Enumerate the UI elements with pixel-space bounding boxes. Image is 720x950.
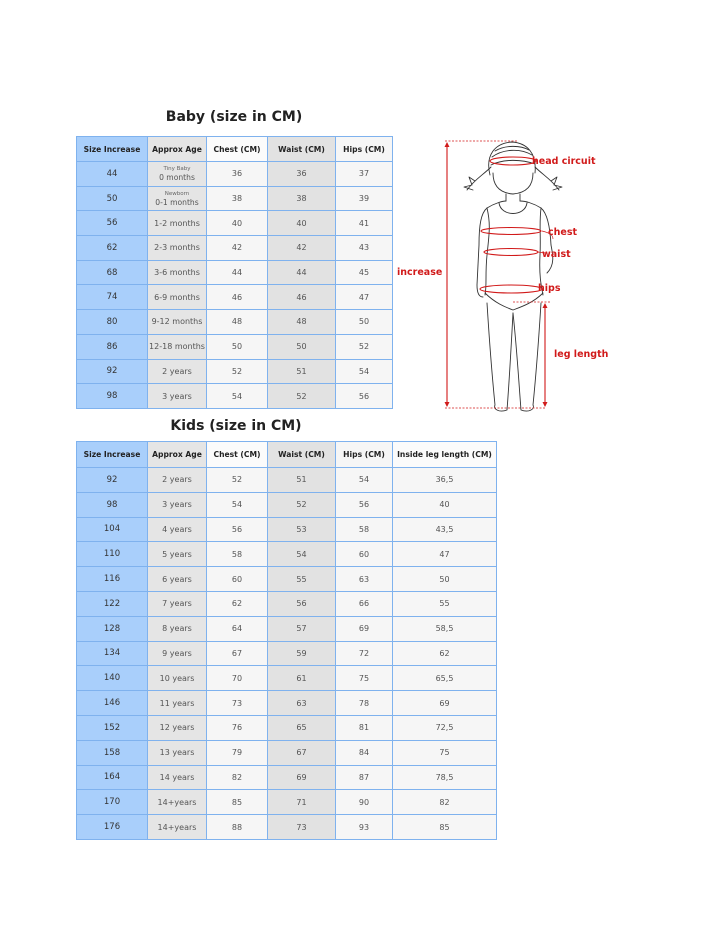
table-row — [77, 310, 393, 335]
cell-approx-age: 3 years — [148, 384, 207, 409]
cell-approx-age: 11 years — [148, 691, 207, 716]
cell-waist: 63 — [268, 691, 336, 716]
cell-inside-leg-length: 85 — [393, 815, 497, 840]
age-value: 0 months — [159, 172, 195, 182]
cell-size-increase: 110 — [77, 542, 148, 567]
cell-hips: 84 — [336, 740, 393, 765]
cell-approx-age: 2 years — [148, 359, 207, 384]
header-hips: Hips (CM) — [336, 442, 393, 468]
label-hips: hips — [538, 283, 561, 294]
table-row — [77, 186, 393, 211]
table-row — [77, 468, 497, 493]
cell-hips: 43 — [336, 236, 393, 261]
cell-waist: 59 — [268, 641, 336, 666]
label-head-circuit: head circuit — [532, 156, 596, 167]
table-row — [77, 492, 497, 517]
cell-inside-leg-length: 43,5 — [393, 517, 497, 542]
cell-hips: 56 — [336, 492, 393, 517]
cell-approx-age: 8 years — [148, 616, 207, 641]
table-row — [77, 765, 497, 790]
table-row — [77, 691, 497, 716]
cell-inside-leg-length: 50 — [393, 567, 497, 592]
cell-inside-leg-length: 75 — [393, 740, 497, 765]
cell-size-increase: 176 — [77, 815, 148, 840]
cell-size-increase: 140 — [77, 666, 148, 691]
cell-approx-age: 10 years — [148, 666, 207, 691]
cell-size-increase: 80 — [77, 310, 148, 335]
cell-chest: 40 — [207, 211, 268, 236]
cell-waist: 44 — [268, 260, 336, 285]
cell-chest: 88 — [207, 815, 268, 840]
cell-inside-leg-length: 40 — [393, 492, 497, 517]
cell-approx-age: 12-18 months — [148, 334, 207, 359]
cell-approx-age: 4 years — [148, 517, 207, 542]
kids-header-row — [77, 442, 497, 468]
cell-waist: 61 — [268, 666, 336, 691]
cell-approx-age: 3-6 months — [148, 260, 207, 285]
cell-inside-leg-length: 47 — [393, 542, 497, 567]
cell-hips: 66 — [336, 591, 393, 616]
table-row — [77, 591, 497, 616]
table-row — [77, 384, 393, 409]
cell-waist: 51 — [268, 359, 336, 384]
baby-table-title: Baby (size in CM) — [165, 109, 303, 125]
header-waist: Waist (CM) — [268, 442, 336, 468]
cell-approx-age — [148, 162, 207, 187]
cell-chest: 85 — [207, 790, 268, 815]
cell-approx-age — [148, 186, 207, 211]
cell-approx-age: 12 years — [148, 715, 207, 740]
cell-approx-age: 9-12 months — [148, 310, 207, 335]
header-hips: Hips (CM) — [336, 137, 393, 162]
cell-size-increase: 86 — [77, 334, 148, 359]
cell-waist: 52 — [268, 384, 336, 409]
cell-size-increase: 128 — [77, 616, 148, 641]
cell-hips: 52 — [336, 334, 393, 359]
cell-waist: 56 — [268, 591, 336, 616]
cell-hips: 39 — [336, 186, 393, 211]
cell-approx-age: 2-3 months — [148, 236, 207, 261]
cell-inside-leg-length: 62 — [393, 641, 497, 666]
cell-size-increase: 116 — [77, 567, 148, 592]
header-approx-age: Approx Age — [148, 442, 207, 468]
cell-waist: 52 — [268, 492, 336, 517]
label-leg-length: leg length — [554, 349, 609, 360]
cell-size-increase: 98 — [77, 492, 148, 517]
cell-size-increase: 164 — [77, 765, 148, 790]
cell-chest: 79 — [207, 740, 268, 765]
cell-chest: 62 — [207, 591, 268, 616]
cell-waist: 51 — [268, 468, 336, 493]
cell-chest: 76 — [207, 715, 268, 740]
cell-approx-age: 2 years — [148, 468, 207, 493]
cell-hips: 63 — [336, 567, 393, 592]
cell-waist: 55 — [268, 567, 336, 592]
kids-size-table — [76, 441, 497, 840]
cell-approx-age: 1-2 months — [148, 211, 207, 236]
cell-waist: 38 — [268, 186, 336, 211]
header-waist: Waist (CM) — [268, 137, 336, 162]
cell-hips: 78 — [336, 691, 393, 716]
cell-hips: 54 — [336, 359, 393, 384]
cell-waist: 65 — [268, 715, 336, 740]
cell-size-increase: 44 — [77, 162, 148, 187]
cell-inside-leg-length: 58,5 — [393, 616, 497, 641]
table-row — [77, 616, 497, 641]
label-waist: waist — [542, 249, 571, 260]
cell-size-increase: 92 — [77, 359, 148, 384]
cell-size-increase: 158 — [77, 740, 148, 765]
cell-hips: 60 — [336, 542, 393, 567]
cell-inside-leg-length: 72,5 — [393, 715, 497, 740]
label-increase: increase — [397, 267, 443, 278]
cell-hips: 93 — [336, 815, 393, 840]
cell-approx-age: 3 years — [148, 492, 207, 517]
table-row — [77, 517, 497, 542]
cell-hips: 75 — [336, 666, 393, 691]
cell-size-increase: 170 — [77, 790, 148, 815]
table-row — [77, 162, 393, 187]
cell-hips: 54 — [336, 468, 393, 493]
age-note: Newborn — [164, 190, 190, 197]
cell-chest: 60 — [207, 567, 268, 592]
cell-waist: 69 — [268, 765, 336, 790]
cell-chest: 64 — [207, 616, 268, 641]
cell-inside-leg-length: 69 — [393, 691, 497, 716]
cell-chest: 52 — [207, 359, 268, 384]
cell-waist: 67 — [268, 740, 336, 765]
cell-waist: 71 — [268, 790, 336, 815]
cell-chest: 82 — [207, 765, 268, 790]
cell-inside-leg-length: 36,5 — [393, 468, 497, 493]
cell-approx-age: 14+years — [148, 815, 207, 840]
cell-approx-age: 7 years — [148, 591, 207, 616]
age-note: Tiny Baby — [163, 165, 191, 172]
cell-waist: 54 — [268, 542, 336, 567]
baby-header-row — [77, 137, 393, 162]
cell-approx-age: 5 years — [148, 542, 207, 567]
cell-chest: 67 — [207, 641, 268, 666]
table-row — [77, 285, 393, 310]
cell-size-increase: 134 — [77, 641, 148, 666]
cell-chest: 70 — [207, 666, 268, 691]
table-row — [77, 790, 497, 815]
table-row — [77, 641, 497, 666]
header-inside-leg-length: Inside leg length (CM) — [393, 442, 497, 468]
cell-waist: 48 — [268, 310, 336, 335]
cell-inside-leg-length: 78,5 — [393, 765, 497, 790]
cell-size-increase: 146 — [77, 691, 148, 716]
cell-approx-age: 14 years — [148, 765, 207, 790]
cell-chest: 73 — [207, 691, 268, 716]
cell-chest: 54 — [207, 492, 268, 517]
cell-chest: 56 — [207, 517, 268, 542]
kids-table-title: Kids (size in CM) — [170, 418, 302, 434]
body-measurement-diagram — [395, 135, 615, 420]
cell-waist: 73 — [268, 815, 336, 840]
header-chest: Chest (CM) — [207, 137, 268, 162]
table-row — [77, 211, 393, 236]
chest-marker — [481, 228, 541, 235]
waist-marker — [484, 249, 538, 256]
child-outline-illustration — [464, 142, 562, 411]
cell-hips: 72 — [336, 641, 393, 666]
cell-approx-age: 6-9 months — [148, 285, 207, 310]
cell-size-increase: 56 — [77, 211, 148, 236]
cell-inside-leg-length: 55 — [393, 591, 497, 616]
cell-hips: 58 — [336, 517, 393, 542]
table-row — [77, 359, 393, 384]
table-row — [77, 236, 393, 261]
table-row — [77, 542, 497, 567]
table-row — [77, 666, 497, 691]
cell-size-increase: 50 — [77, 186, 148, 211]
header-size-increase: Size Increase — [77, 137, 148, 162]
cell-size-increase: 98 — [77, 384, 148, 409]
cell-hips: 87 — [336, 765, 393, 790]
cell-approx-age: 14+years — [148, 790, 207, 815]
cell-size-increase: 122 — [77, 591, 148, 616]
header-size-increase: Size Increase — [77, 442, 148, 468]
cell-inside-leg-length: 65,5 — [393, 666, 497, 691]
cell-chest: 54 — [207, 384, 268, 409]
cell-waist: 42 — [268, 236, 336, 261]
cell-waist: 53 — [268, 517, 336, 542]
cell-hips: 45 — [336, 260, 393, 285]
cell-hips: 69 — [336, 616, 393, 641]
cell-hips: 81 — [336, 715, 393, 740]
cell-waist: 40 — [268, 211, 336, 236]
cell-waist: 50 — [268, 334, 336, 359]
head-circuit-marker — [490, 157, 536, 165]
hips-marker — [480, 285, 542, 293]
cell-waist: 57 — [268, 616, 336, 641]
header-chest: Chest (CM) — [207, 442, 268, 468]
cell-chest: 46 — [207, 285, 268, 310]
cell-chest: 42 — [207, 236, 268, 261]
cell-hips: 90 — [336, 790, 393, 815]
cell-waist: 36 — [268, 162, 336, 187]
cell-approx-age: 6 years — [148, 567, 207, 592]
cell-size-increase: 92 — [77, 468, 148, 493]
table-row — [77, 715, 497, 740]
cell-hips: 47 — [336, 285, 393, 310]
cell-approx-age: 9 years — [148, 641, 207, 666]
label-chest: chest — [548, 227, 578, 238]
cell-size-increase: 152 — [77, 715, 148, 740]
header-approx-age: Approx Age — [148, 137, 207, 162]
cell-chest: 58 — [207, 542, 268, 567]
baby-size-table — [76, 136, 393, 409]
cell-hips: 50 — [336, 310, 393, 335]
table-row — [77, 260, 393, 285]
table-row — [77, 567, 497, 592]
cell-waist: 46 — [268, 285, 336, 310]
cell-chest: 48 — [207, 310, 268, 335]
cell-inside-leg-length: 82 — [393, 790, 497, 815]
cell-hips: 41 — [336, 211, 393, 236]
cell-chest: 52 — [207, 468, 268, 493]
table-row — [77, 740, 497, 765]
cell-chest: 44 — [207, 260, 268, 285]
cell-approx-age: 13 years — [148, 740, 207, 765]
cell-chest: 36 — [207, 162, 268, 187]
table-row — [77, 815, 497, 840]
cell-hips: 37 — [336, 162, 393, 187]
cell-hips: 56 — [336, 384, 393, 409]
cell-size-increase: 68 — [77, 260, 148, 285]
cell-size-increase: 74 — [77, 285, 148, 310]
table-row — [77, 334, 393, 359]
cell-chest: 38 — [207, 186, 268, 211]
cell-chest: 50 — [207, 334, 268, 359]
age-value: 0-1 months — [155, 197, 199, 207]
cell-size-increase: 62 — [77, 236, 148, 261]
cell-size-increase: 104 — [77, 517, 148, 542]
